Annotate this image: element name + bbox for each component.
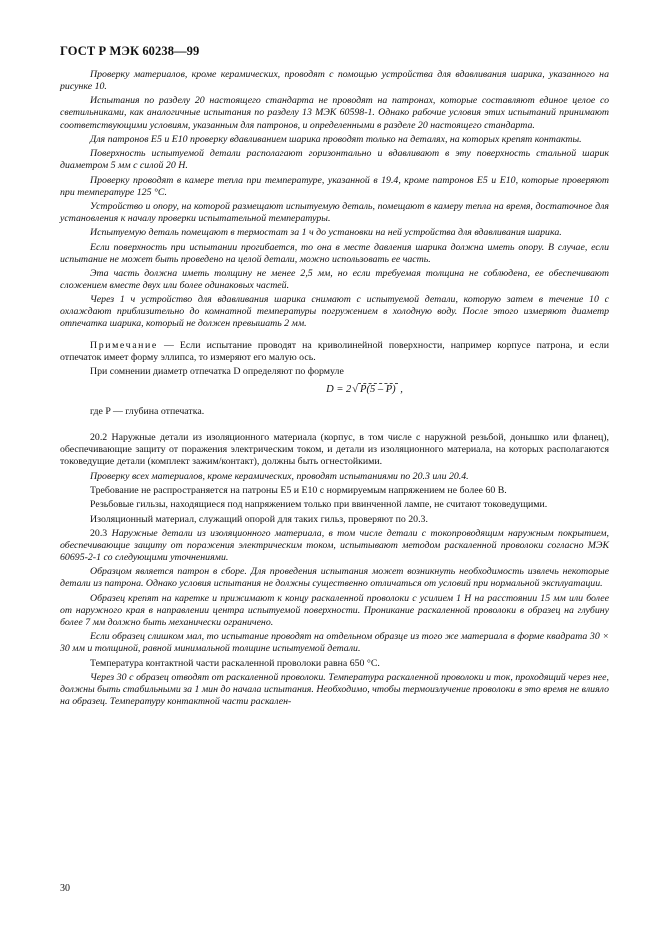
paragraph: Через 1 ч устройство для вдавливания шарика снимают с испытуемой детали, которую затем в течение 10 с охлаждают приблизительно до комнатной температуры погружением в холодную воду. После этого измеряют диаметр отпечатка шарика, который не должен превышать 2 мм. bbox=[60, 294, 609, 330]
paragraph: Испытуемую деталь помещают в термостат за 1 ч до установки на ней устройства для вдавливания шарика. bbox=[90, 227, 562, 239]
formula-left: D = 2 bbox=[326, 384, 352, 396]
document-body bbox=[60, 69, 609, 708]
paragraph: Проверку материалов, кроме керамических, проводят с помощью устройства для вдавливания шарика, указанного на рисунке 10. bbox=[60, 69, 609, 93]
paragraph: Если поверхность при испытании прогибается, то она в месте давления шарика должна иметь опору. В случае, если испытание не может быть проведено на целой детали, можно использовать ее часть. bbox=[60, 241, 609, 265]
note-text: — Если испытание проводят на криволинейной поверхности, например корпусе патрона, и если отпечаток имеет форму эллипса, то измеряют его малую ось. bbox=[60, 339, 609, 363]
paragraph: Устройство и опору, на которой размещают испытуемую деталь, помещают в камеру тепла на время, достаточное для установления к началу проверки испытательной температуры. bbox=[60, 200, 609, 224]
paragraph: Требование не распространяется на патроны Е5 и Е10 с нормируемым напряжением не более 60 В. bbox=[90, 484, 507, 496]
paragraph: При сомнении диаметр отпечатка D определяют по формуле bbox=[90, 365, 344, 377]
paragraph: Поверхность испытуемой детали располагают горизонтально и вдавливают в эту поверхность стальной шарик диаметром 5 мм с силой 20 Н. bbox=[60, 148, 609, 172]
formula-legend: где P — глубина отпечатка. bbox=[90, 406, 205, 418]
paragraph: Через 30 с образец отводят от раскаленной проволоки. Температура раскаленной проволоки и ток, проходящий через нее, должны быть стабильными за 1 мин до начала испытания. Необходимо, чтобы термоизлучение проволоки в это время не влияло на образец. Температуру контактной части раскален- bbox=[60, 671, 609, 707]
paragraph: 20.2 Наружные детали из изоляционного материала (корпус, в том числе с наружной резьбой, донышко или фланец), обеспечивающие защиту от поражения электрическим током, и детали из изоляционного материала, на которых располагаются токоведущие детали (комплект зажим/контакт), должны быть огнестойкими. bbox=[60, 432, 609, 468]
sqrt-sign: √ P(5 – P) bbox=[352, 384, 396, 396]
note-label: Примечание bbox=[90, 339, 158, 351]
paragraph: Проверку всех материалов, кроме керамических, проводят испытаниями по 20.3 или 20.4. bbox=[90, 470, 469, 482]
note-paragraph bbox=[60, 340, 609, 364]
page-number: 30 bbox=[60, 883, 70, 894]
formula-end: , bbox=[397, 384, 403, 396]
paragraph-text: Наружные детали из изоляционного материала, в том числе детали с токопроводящим наружным покрытием, обеспечивающие защиту от поражения электрическим током, испытывают методом раскаленной проволоки согласно МЭК 60695-2-1 со следующими уточнениями. bbox=[60, 527, 609, 563]
paragraph: Образцом является патрон в сборе. Для проведения испытания может возникнуть необходимость извлечь некоторые детали из патрона. Однако условия испытания не должны существенно отличаться от условий при нормальной эксплуатации. bbox=[60, 566, 609, 590]
section-number: 20.3 bbox=[90, 527, 112, 539]
paragraph: Для патронов Е5 и Е10 проверку вдавливанием шарика проводят только на деталях, на которых крепят контакты. bbox=[90, 133, 582, 145]
paragraph: Резьбовые гильзы, находящиеся под напряжением только при ввинченной лампе, не считают токоведущими. bbox=[90, 499, 548, 511]
formula-radicand: P(5 – P) bbox=[360, 384, 396, 396]
paragraph: Температура контактной части раскаленной проволоки равна 650 °С. bbox=[90, 657, 380, 669]
formula bbox=[120, 384, 609, 396]
paragraph: Эта часть должна иметь толщину не менее 2,5 мм, но если требуемая толщина не соблюдена, ее обеспечивают сложением вместе двух или более одинаковых частей. bbox=[60, 267, 609, 291]
page-header: ГОСТ Р МЭК 60238—99 bbox=[60, 44, 200, 58]
paragraph: Проверку проводят в камере тепла при температуре, указанной в 19.4, кроме патронов Е5 и Е10, которые проверяют при температуре 125 °С. bbox=[60, 174, 609, 198]
paragraph: Если образец слишком мал, то испытание проводят на отдельном образце из того же материала в форме квадрата 30 × 30 мм и толщиной, равной минимальной толщине испытуемой детали. bbox=[60, 631, 609, 655]
paragraph bbox=[60, 528, 609, 564]
paragraph: Испытания по разделу 20 настоящего стандарта не проводят на патронах, которые составляют единое целое со светильниками, как аналогичные испытания по разделу 13 МЭК 60598-1. Однако рабочие условия этих испытаний принимают соответствующими условиям, указанным для патронов, и определенными в разделе 20 настоящего стандарта. bbox=[60, 95, 609, 131]
paragraph: Образец крепят на каретке и прижимают к концу раскаленной проволоки с усилием 1 Н на расстоянии 15 мм или более от наружного края в направлении центра испытуемой поверхности. Проникание раскаленной проволоки в образец на глубину более 7 мм должно быть механически ограничено. bbox=[60, 592, 609, 628]
paragraph: Изоляционный материал, служащий опорой для таких гильз, проверяют по 20.3. bbox=[90, 513, 428, 525]
